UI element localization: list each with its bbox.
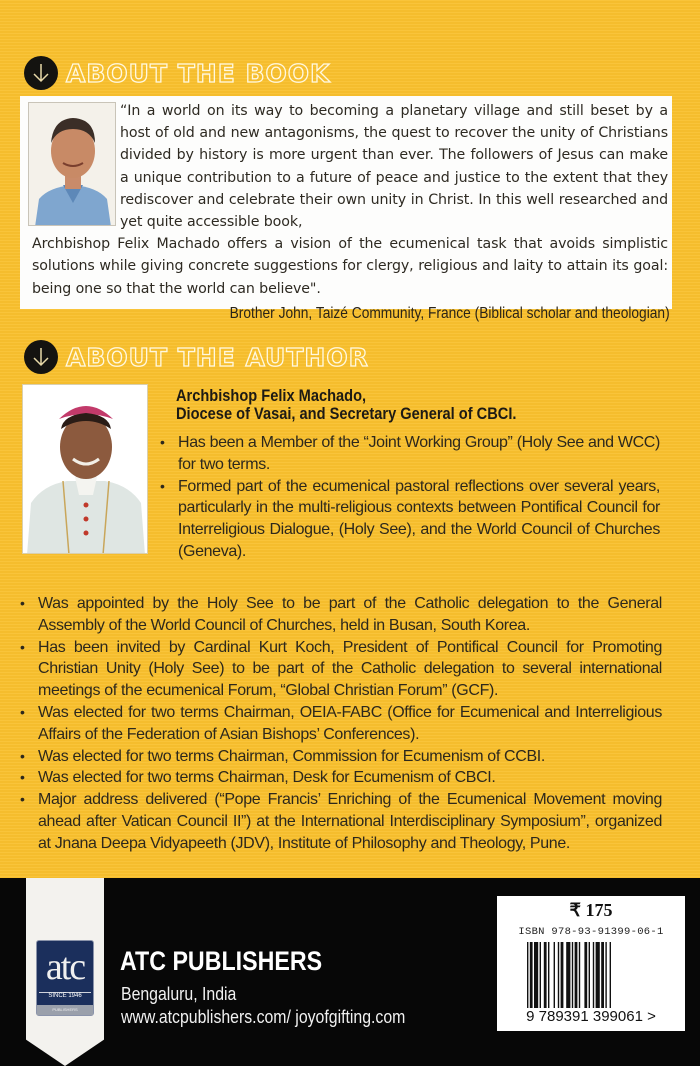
bullet-item: • Has been invited by Cardinal Kurt Koch, President of Pontifical Council for Promoting Christian Unity (Holy See) to be part of the Catholic delegation to several international meetings of the ecumenical Forum, “Global Christian Forum” (GCF). — [20, 637, 662, 702]
publisher-name: ATC PUBLISHERS — [120, 946, 323, 976]
about-book-heading — [24, 56, 330, 90]
bullet-item: • Was appointed by the Holy See to be part of the Catholic delegation to the General Assembly of the World Council of Churches, held in Busan, South Korea. — [20, 593, 662, 637]
bullet-item: • Was elected for two terms Chairman, OEIA-FABC (Office for Ecumenical and Interreligious Affairs of the Federation of Asian Bishops’ Conferences). — [20, 702, 662, 746]
publisher-logo — [36, 940, 94, 1016]
author-name — [176, 387, 516, 423]
author-bullets-beside-photo — [160, 432, 660, 563]
author-name-line1: Archbishop Felix Machado, — [176, 386, 367, 405]
publisher-urls: www.atcpublishers.com/ joyofgifting.com — [121, 1007, 406, 1027]
logo-sub: PUBLISHERS — [37, 1005, 93, 1015]
down-arrow-icon — [24, 56, 58, 90]
author-bullets-full-width — [20, 593, 662, 855]
quote-text-continued: Archbishop Felix Machado offers a vision of the ecumenical task that avoids simplistic solutions while giving concrete suggestions for clergy, religious and laity to attain its goal: being one so that the world can believe". — [32, 236, 668, 297]
author-photo — [22, 384, 148, 554]
price: ₹ 175 — [569, 900, 613, 920]
down-arrow-icon — [24, 340, 58, 374]
about-book-title: ABOUT THE BOOK — [66, 58, 331, 88]
reviewer-photo — [28, 102, 116, 226]
about-author-title: ABOUT THE AUTHOR — [66, 342, 369, 372]
bullet-item: • Was elected for two terms Chairman, Commission for Ecumenism of CCBI. — [20, 746, 662, 768]
barcode-digits: 9 789391 399061 > — [526, 1008, 656, 1025]
bullet-item: • Has been a Member of the “Joint Working Group” (Holy See and WCC) for two terms. — [160, 432, 660, 476]
bullet-item: • Formed part of the ecumenical pastoral reflections over several years, particularly in the multi-religious contexts between Pontifical Council for Interreligious Dialogue, (Holy See), and the World Council of Churches (Geneva). — [160, 476, 660, 563]
quote-attribution: Brother John, Taizé Community, France (Biblical scholar and theologian) — [229, 305, 670, 322]
book-quote — [32, 100, 668, 300]
logo-text: atc — [45, 946, 85, 988]
isbn-number: ISBN 978-93-91399-06-1 — [518, 926, 664, 938]
about-author-heading — [24, 340, 369, 374]
bullet-item: • Was elected for two terms Chairman, Desk for Ecumenism of CBCI. — [20, 767, 662, 789]
author-name-line2: Diocese of Vasai, and Secretary General of CBCI. — [176, 404, 517, 423]
barcode-label — [497, 896, 685, 1031]
publisher-city: Bengaluru, India — [121, 984, 237, 1004]
bullet-item: • Major address delivered (“Pope Francis’ Enriching of the Ecumenical Movement moving ahead after Vatican Council II”) at the International Interdisciplinary Symposium”, organized at Jnana Deepa Vidyapeeth (JDV), Institute of Philosophy and Theology, Pune. — [20, 789, 662, 854]
logo-since: SINCE 1946 — [39, 992, 91, 999]
quote-text-first: “In a world on its way to becoming a planetary village and still beset by a host of old and new antagonisms, the quest to recover the unity of Christians divided by history is more urgent than ever. The followers of Jesus can make a unique contribution to a future of peace and justice to the extent that they rediscover and celebrate their own unity in Christ. In this well researched and yet quite accessible book, — [120, 103, 668, 231]
